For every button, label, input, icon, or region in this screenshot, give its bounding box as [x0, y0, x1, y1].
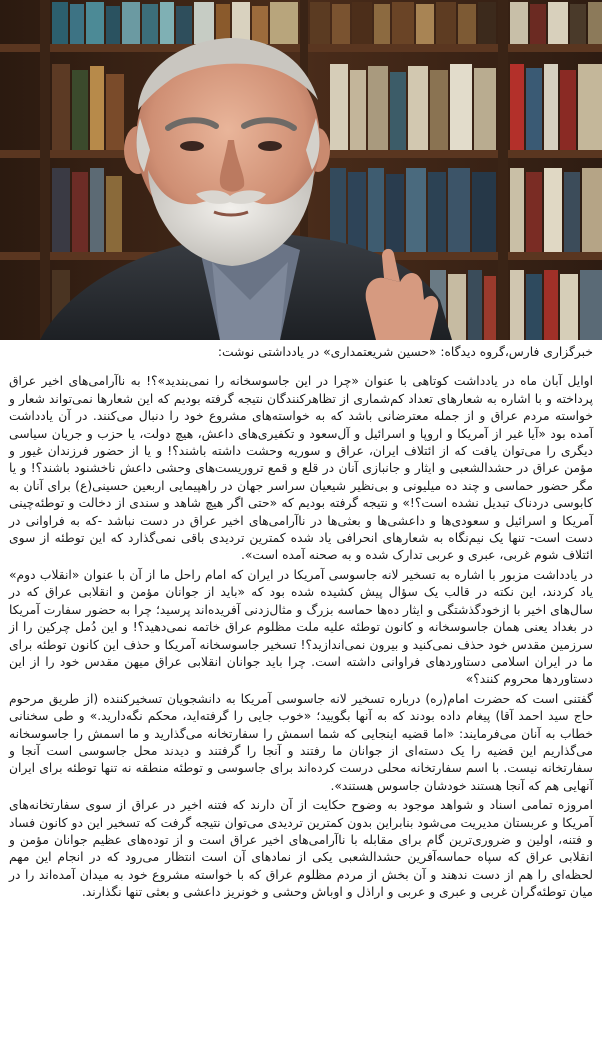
article-lead: خبرگزاری فارس،گروه دیدگاه: «حسین شریعتمداری» در یادداشتی نوشت:: [217, 345, 593, 359]
article-paragraph-1: اوایل آبان ماه در یادداشت کوتاهی با عنوان «چرا در این جاسوسخانه را نمی‌بندید»؟! به ناآرامی‌های اخیر عراق پرداخته و با اشاره به شعارهای تعداد کم‌شماری از تظاهرکنندگان نتیجه گرفته بودیم که این شعارها نمی‌تواند شعار و خواسته مردم عراق و از جمله معترضانی باشد که به خواسته‌های مشروع خود را دنبال می‌کنند. در آن یادداشت آمده بود «آیا غیر از آمریکا و اروپا و اسرائیل و آل‌سعود و تکفیری‌های داعش، هیچ دولت، یا حزب و جریان سیاسی دیگری را می‌توان یافت که از ائتلاف ایران، عراق و سوریه وحشت داشته باشند؟! و یا از حضور فرزندان غیور و مؤمن عراق در حشدالشعبی و ایثار و جانبازی آنان در قلع و قمع تروریست‌های وحشی داعش ناخشنود باشند؟! و یا مگر حضور حماسی و چند ده میلیونی و بی‌نظیر شیعیان سراسر جهان در راهپیمایی اربعین حسینی(ع) برای آنان به کابوسی دردناک تبدیل نشده است؟!» و نتیجه گرفته بودیم که «حتی اگر هیچ شاهد و سندی از دخالت و توطئه‌چینی آمریکا و اسرائیل و سعودی‌ها و داعشی‌ها و بعثی‌ها در ناآرامی‌های اخیر عراق در دست نباشد -که به فراوانی در دست است- تنها یک نیم‌نگاه به شعارهای انحرافی یاد شده کمترین تردیدی باقی نمی‌گذارد که این توطئه از سوی ائتلاف شوم غربی، عبری و عربی تدارک شده و به صحنه آمده است».: [9, 374, 593, 563]
article-paragraph-2: در یادداشت مزبور با اشاره به تسخیر لانه جاسوسی آمریکا در ایران که امام راحل ما از آن با عنوان «انقلاب دوم» یاد کردند، این نکته در قالب یک سؤال پیش کشیده شده بود که «باید از جوانان مؤمن و انقلابی عراق که در سال‌های اخیر با ازخودگذشتگی و ایثار ده‌ها حماسه بزرگ و مثال‌زدنی آفریده‌اند پرسید؛ چرا به حضور سفارت آمریکا در بغداد یعنی همان جاسوسخانه و کانون توطئه علیه ملت مظلوم عراق خاتمه نمی‌دهید؟! و این دُمل چرکین را از سرزمین مقدس خود حذف نمی‌کنید و بیرون نمی‌اندازید؟! تسخیر جاسوسخانه آمریکا و حذف این کانون توطئه برای ما در ایران اسلامی دستاوردهای فراوانی داشته است. چرا باید جوانان انقلابی عراق میهن مقدس خود را از این دستاوردها محروم کنند؟»: [9, 567, 593, 687]
author-photo-illustration: [0, 0, 602, 340]
article-paragraph-3: گفتنی است که حضرت امام(ره) درباره تسخیر لانه جاسوسی آمریکا به دانشجویان تسخیرکننده (از طریق مرحوم حاج سید احمد آقا) پیغام داده بودند که به آنها بگویید؛ «خوب جایی را گرفته‌اید، محکم نگه‌دارید.» و طی سخنانی خطاب به آنان می‌فرمایند: «اما قضیه اینجایی که شما اسمش را سفارتخانه می‌گذارید و ما اسمش را جاسوسخانه می‌گذاریم این قضیه را یک دسته‌ای از جوانان ما رفتند و آنجا را گرفتند و دیدند محل جاسوسی است آنجا و سفارتخانه نیست. با اسم سفارتخانه محلی درست کرده‌اند برای جاسوسی و توطئه منطقه نه تنها توطئه برای ایران آنهایی هم که آنجا هستند خودشان جاسوس هستند».: [9, 691, 593, 793]
article-paragraph-4: امروزه تمامی اسناد و شواهد موجود به وضوح حکایت از آن دارند که فتنه اخیر در عراق از سوی سفارتخانه‌های آمریکا و عربستان مدیریت می‌شود بنابراین بدون کمترین تردیدی می‌توان نتیجه گرفت که تسخیر این دو کانون فساد و فتنه، اولین و ضروری‌ترین گام برای مقابله با ناآرامی‌های اخیر عراق است و از توده‌های عظیم جوانان مؤمن و انقلابی عراق که سپاه حماسه‌آفرین حشدالشعبی یکی از نمادهای آن است انتظار می‌رود که در انجام این مهم لحظه‌ای را هم از دست ندهند و آن بخش از مردم مظلوم عراق که با خواسته مشروع خود به میدان آمده‌اند را در میان توطئه‌گران غربی و عبری و عربی و اراذل و اوباش وحشی و خونریز داعشی و بعثی تنها نگذارند.: [9, 798, 593, 900]
article-body: [0, 340, 602, 902]
author-photo: [0, 0, 602, 340]
